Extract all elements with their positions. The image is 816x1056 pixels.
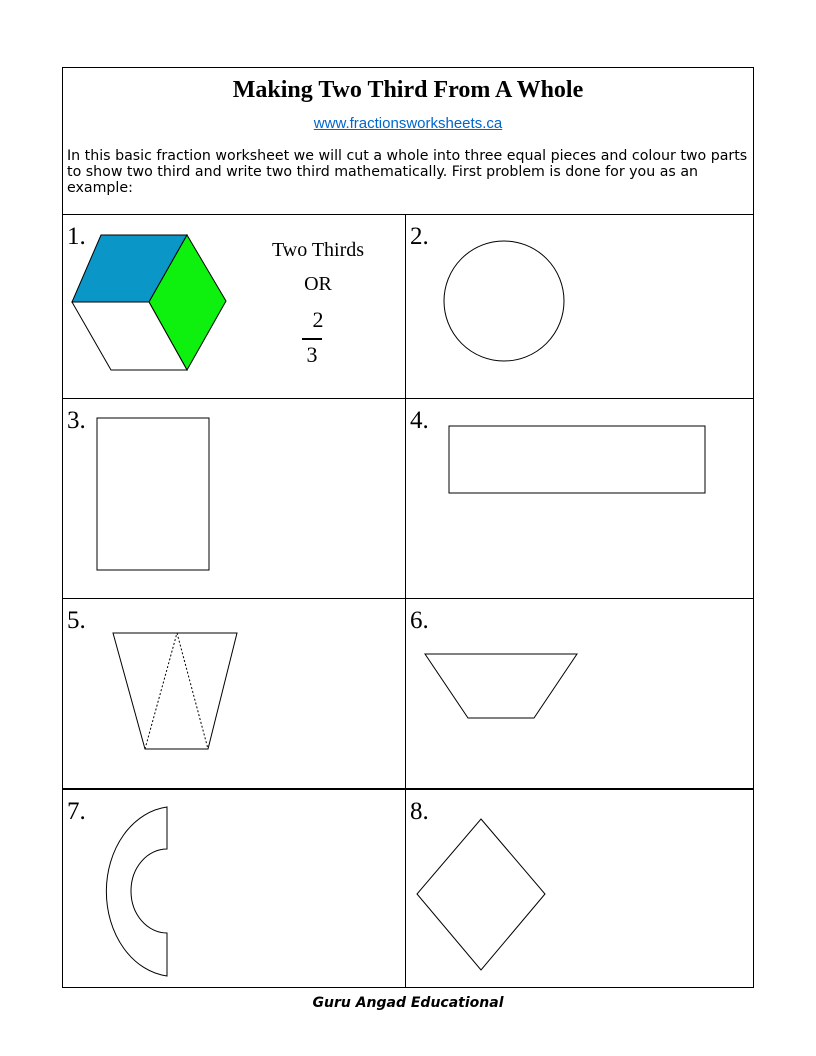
worksheet-header [63, 68, 753, 215]
fraction-bar [302, 338, 322, 340]
problem-7-cell [63, 790, 405, 988]
half-ring-shape[interactable] [63, 790, 405, 988]
problem-number: 8. [410, 798, 429, 825]
problem-4-cell [406, 399, 753, 598]
problem-number: 2. [410, 223, 429, 250]
publisher-footer: Guru Angad Educational [312, 995, 504, 1011]
diamond-shape[interactable] [406, 790, 753, 988]
problem-number: 1. [67, 223, 86, 250]
problem-6-cell [406, 599, 753, 788]
problem-number: 7. [67, 798, 86, 825]
website-link[interactable]: www.fractionsworksheets.ca [313, 115, 503, 132]
problem-1-cell [63, 215, 405, 398]
answer-in-words: Two Thirds [271, 239, 365, 261]
trapezoid-divided-shape[interactable] [63, 599, 405, 788]
problem-2-cell [406, 215, 753, 398]
trapezoid-shape[interactable] [406, 599, 753, 788]
or-label: OR [304, 273, 332, 295]
worksheet-title: Making Two Third From A Whole [232, 77, 584, 103]
problem-number: 4. [410, 407, 429, 434]
worksheet-frame [62, 67, 754, 988]
problem-number: 3. [67, 407, 86, 434]
circle-shape[interactable] [406, 215, 753, 398]
fraction-numerator: 2 [312, 307, 324, 332]
wide-rectangle-shape[interactable] [406, 399, 753, 598]
worksheet-instructions: In this basic fraction worksheet we will cut a whole into three equal pieces and colour two parts to show two third and write two third mathematically. First problem is done for you as an example: [67, 148, 748, 196]
problem-8-cell [406, 790, 753, 988]
fraction-denominator: 3 [306, 342, 318, 367]
problem-5-cell [63, 599, 405, 788]
problem-number: 6. [410, 607, 429, 634]
problem-number: 5. [67, 607, 86, 634]
tall-rectangle-shape[interactable] [63, 399, 405, 598]
problem-3-cell [63, 399, 405, 598]
